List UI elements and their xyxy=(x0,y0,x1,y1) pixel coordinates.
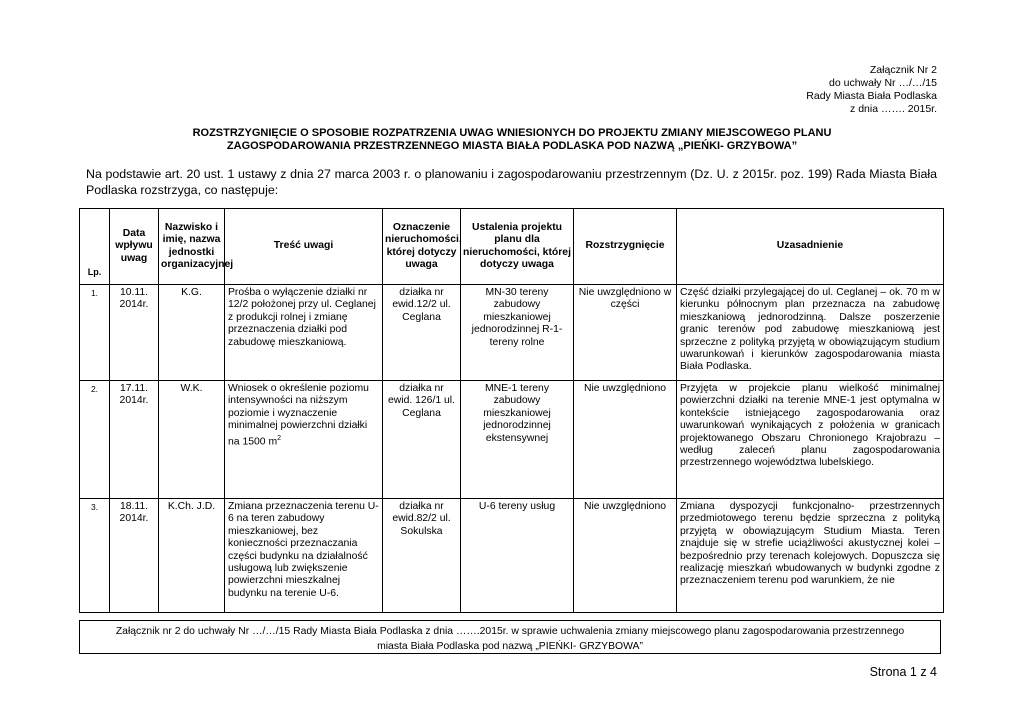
remarks-table xyxy=(79,208,944,613)
cell-uzasadnienie-text: Zmiana dyspozycji funkcjonalno- przestrzennych przedmiotowego terenu będzie sprzeczna z polityką przyjętą w obowiązującym Studium Miasta. Teren znajduje się w strefie uciążliwości akustycznej kolei – bezpośrednio przy terenach kolejowych. Dopuszcza się realizację mieszkań wbudowanych w budynki zgodne z przeznaczeniem terenu pod warunkiem, że nie xyxy=(680,501,940,587)
cell-nazwisko: K.G. xyxy=(159,285,225,381)
annex-line-2: do uchwały Nr …/…/15 xyxy=(829,77,937,89)
page-number: Strona 1 z 4 xyxy=(869,665,937,679)
annex-line-1: Załącznik Nr 2 xyxy=(869,64,937,76)
cell-ustalenia: U-6 tereny usług xyxy=(461,499,574,613)
header-ustalenia: Ustalenia projektu planu dla nieruchomości, której dotyczy uwaga xyxy=(461,209,574,285)
document-title xyxy=(80,127,944,153)
cell-rozstrzygniecie: Nie uwzględniono xyxy=(574,499,677,613)
title-line-1: ROZSTRZYGNIĘCIE O SPOSOBIE ROZPATRZENIA UWAG WNIESIONYCH DO PROJEKTU ZMIANY MIEJSCOWEGO PLANU xyxy=(192,127,832,139)
cell-data: 17.11. 2014r. xyxy=(110,381,159,499)
annex-line-3: Rady Miasta Biała Podlaska xyxy=(806,90,937,102)
cell-data: 18.11. 2014r. xyxy=(110,499,159,613)
cell-tresc xyxy=(225,381,383,499)
cell-tresc: Zmiana przeznaczenia terenu U-6 na teren zabudowy mieszkaniowej, bez konieczności przeznaczania części budynku na działalność usługową lub zwiększenie powierzchni mieszkalnej budynku na terenie U-6. xyxy=(225,499,383,613)
cell-rozstrzygniecie: Nie uwzględniono xyxy=(574,381,677,499)
table-row xyxy=(80,285,944,381)
cell-uzasadnienie: Przyjęta w projekcie planu wielkość minimalnej powierzchni działki na terenie MNE-1 jest optymalna w kontekście istniejącego zagospodarowania oraz uwarunkowań wynikających z położenia w granicach projektowanego Obszaru Chronionego Krajobrazu – według zaleceń planu zagospodarowania przestrzennego województwa lubelskiego. xyxy=(677,381,944,499)
cell-rozstrzygniecie: Nie uwzględniono w części xyxy=(574,285,677,381)
cell-uzasadnienie xyxy=(677,499,944,613)
cell-lp: 3. xyxy=(80,499,110,613)
header-lp: Lp. xyxy=(80,209,110,285)
header-uzasadnienie: Uzasadnienie xyxy=(677,209,944,285)
cell-lp: 2. xyxy=(80,381,110,499)
header-rozstrzygniecie: Rozstrzygnięcie xyxy=(574,209,677,285)
cell-oznaczenie: działka nr ewid.12/2 ul. Ceglana xyxy=(383,285,461,381)
intro-paragraph: Na podstawie art. 20 ust. 1 ustawy z dnia 27 marca 2003 r. o planowaniu i zagospodarowaniu przestrzennym (Dz. U. z 2015r. poz. 199) Rada Miasta Biała Podlaska rozstrzyga, co następuje: xyxy=(86,167,937,197)
cell-data: 10.11. 2014r. xyxy=(110,285,159,381)
header-data: Data wpływu uwag xyxy=(110,209,159,285)
cell-oznaczenie: działka nr ewid. 126/1 ul. Ceglana xyxy=(383,381,461,499)
table-header-row xyxy=(80,209,944,285)
footer-line-2: miasta Biała Podlaska pod nazwą „PIEŃKI- GRZYBOWA” xyxy=(377,641,643,652)
table-row xyxy=(80,499,944,613)
footer-box xyxy=(79,620,941,654)
header-nazwisko: Nazwisko i imię, nazwa jednostki organizacyjnej xyxy=(159,209,225,285)
footer-line-1: Załącznik nr 2 do uchwały Nr …/…/15 Rady Miasta Biała Podlaska z dnia …….2015r. w sprawie uchwalenia zmiany miejscowego planu zagospodarowania przestrzennego xyxy=(115,626,905,637)
cell-tresc-text: Wniosek o określenie poziomu intensywności na niższym poziomie i wyznaczenie minimalnej powierzchni działki na 1500 m xyxy=(228,383,369,448)
cell-nazwisko: W.K. xyxy=(159,381,225,499)
table-row xyxy=(80,381,944,499)
superscript-2: 2 xyxy=(277,434,282,442)
cell-uzasadnienie: Część działki przylegającej do ul. Ceglanej – ok. 70 m w kierunku północnym plan przeznacza na zabudowę mieszkaniową jednorodzinną. Dalsze poszerzenie granic terenów pod zabudowę mieszkaniową jest sprzeczne z polityką przyjętą w obowiązującym studium uwarunkowań i kierunków zagospodarowania miasta Biała Podlaska. xyxy=(677,285,944,381)
cell-tresc: Prośba o wyłączenie działki nr 12/2 położonej przy ul. Ceglanej z produkcji rolnej i zmianę przeznaczenia działki pod zabudowę mieszkaniową. xyxy=(225,285,383,381)
title-line-2: ZAGOSPODAROWANIA PRZESTRZENNEGO MIASTA BIAŁA PODLASKA POD NAZWĄ „PIEŃKI- GRZYBOWA” xyxy=(226,140,798,152)
cell-lp: 1. xyxy=(80,285,110,381)
cell-nazwisko: K.Ch. J.D. xyxy=(159,499,225,613)
annex-line-4: z dnia ……. 2015r. xyxy=(850,103,937,115)
annex-header xyxy=(806,64,937,116)
cell-ustalenia: MNE-1 tereny zabudowy mieszkaniowej jednorodzinnej ekstensywnej xyxy=(461,381,574,499)
cell-ustalenia: MN-30 tereny zabudowy mieszkaniowej jednorodzinnej R-1- tereny rolne xyxy=(461,285,574,381)
header-oznaczenie: Oznaczenie nieruchomości, której dotyczy uwaga xyxy=(383,209,461,285)
cell-oznaczenie: działka nr ewid.82/2 ul. Sokulska xyxy=(383,499,461,613)
header-tresc: Treść uwagi xyxy=(225,209,383,285)
